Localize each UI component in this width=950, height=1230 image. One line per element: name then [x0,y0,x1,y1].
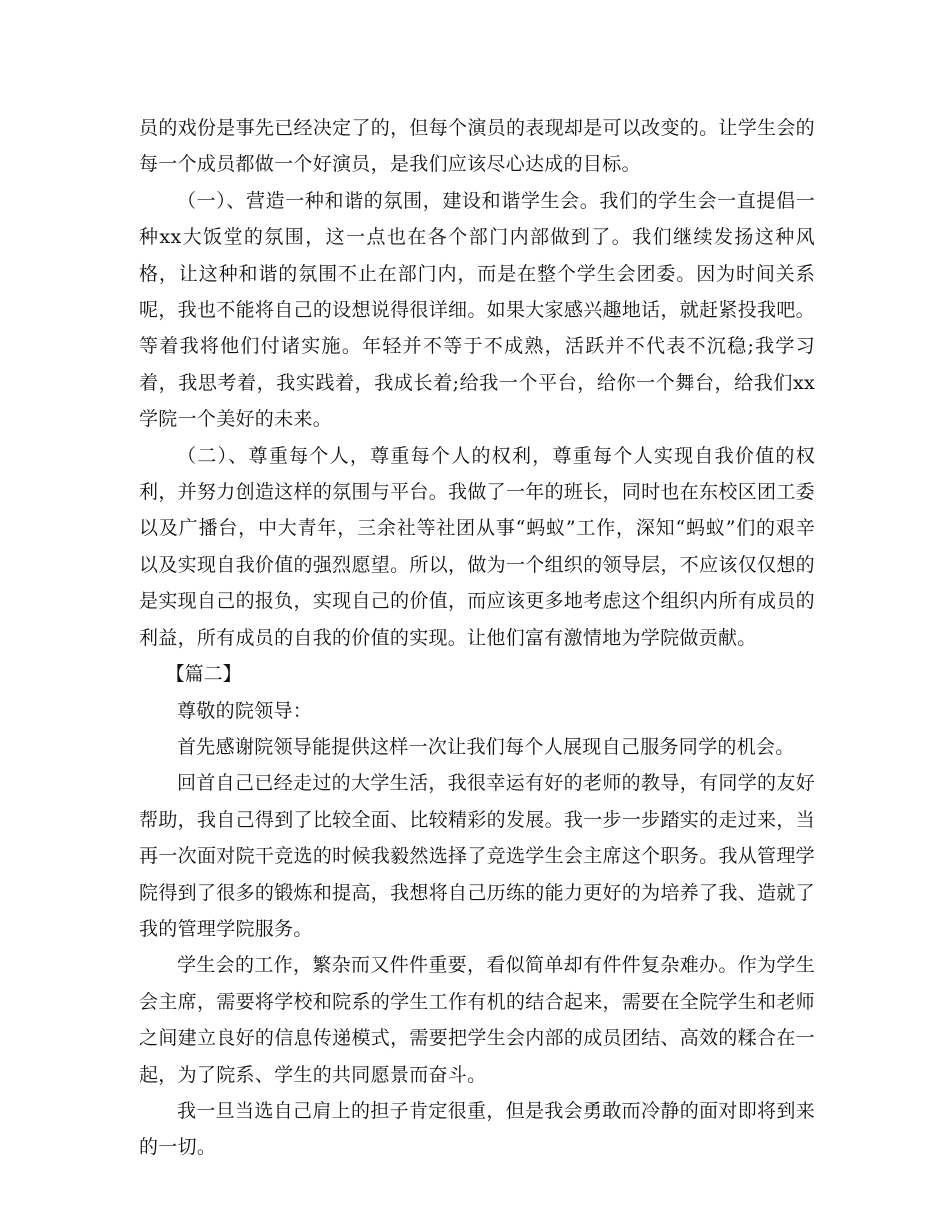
paragraph-work: 学生会的工作，繁杂而又件件重要，看似简单却有件件复杂难办。作为学生会主席，需要将学校和院系的学生工作有机的结合起来，需要在全院学生和老师之间建立良好的信息传递模式，需要把学生会内部的成员团结、高效的糅合在一起，为了院系、学生的共同愿景而奋斗。 [139,954,815,1086]
paragraph-section-one: （一）、营造一种和谐的氛围，建设和谐学生会。我们的学生会一直提倡一种xx大饭堂的氛围，这一点也在各个部门内部做到了。我们继续发扬这种风格，让这种和谐的氛围不止在部门内，而是在整个学生会团委。因为时间关系呢，我也不能将自己的设想说得很详细。如果大家感兴趣地话，就赶紧投我吧。等着我将他们付诸实施。年轻并不等于不成熟，活跃并不代表不沉稳;我学习着，我思考着，我实践着，我成长着;给我一个平台，给你一个舞台，给我们xx学院一个美好的未来。 [139,189,815,431]
paragraph-reflection: 回首自己已经走过的大学生活，我很幸运有好的老师的教导，有同学的友好帮助，我自己得到了比较全面、比较精彩的发展。我一步一步踏实的走过来，当再一次面对院干竞选的时候我毅然选择了竞选学生会主席这个职务。我从管理学院得到了很多的锻炼和提高，我想将自己历练的能力更好的为培养了我、造就了我的管理学院服务。 [139,772,815,940]
paragraph-section-two: （二）、尊重每个人，尊重每个人的权利，尊重每个人实现自我价值的权利，并努力创造这样的氛围与平台。我做了一年的班长，同时也在东校区团工委以及广播台，中大青年，三余社等社团从事“蚂蚁”工作，深知“蚂蚁”们的艰辛以及实现自我价值的强烈愿望。所以，做为一个组织的领导层，不应该仅仅想的是实现自己的报负，实现自己的价值，而应该更多地考虑这个组织内所有成员的利益，所有成员的自我的价值的实现。让他们富有激情地为学院做贡献。 [139,444,815,649]
document-body [139,110,815,1166]
paragraph-commitment: 我一旦当选自己肩上的担子肯定很重，但是我会勇敢而冷静的面对即将到来的一切。 [139,1099,815,1159]
salutation: 尊敬的院领导： [177,699,313,722]
paragraph-thanks: 首先感谢院领导能提供这样一次让我们每个人展现自己服务同学的机会。 [177,735,795,758]
section-heading: 【篇二】 [165,663,242,686]
paragraph-continuation: 员的戏份是事先已经决定了的，但每个演员的表现却是可以改变的。让学生会的每一个成员都做一个好演员，是我们应该尽心达成的目标。 [139,117,815,176]
